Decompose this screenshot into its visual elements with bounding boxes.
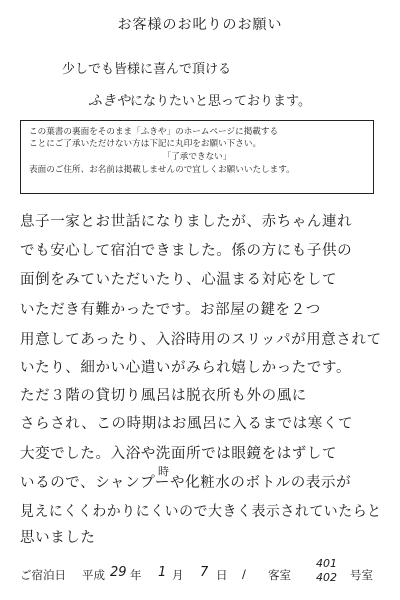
stay-month: 1 xyxy=(158,565,167,580)
month-unit: 月 xyxy=(172,568,184,582)
comment-line: さらされ、この時期はお風呂に入るまでは寒くて xyxy=(20,416,354,432)
comment-line: いたり、細かい心遣いがみられ嬉しかったです。 xyxy=(20,360,352,376)
stay-date-label: ご宿泊日 xyxy=(20,568,66,582)
stay-info-footer xyxy=(20,557,390,587)
comment-line: ただ３階の貸切り風呂は脱衣所も外の風に xyxy=(20,388,307,404)
comment-line: 面倒をみていただいたり、心温まる対応をして xyxy=(20,272,338,288)
comment-line: 見えにくくわかりにくいので大きく表示されていたらと xyxy=(20,504,382,520)
room-unit: 号室 xyxy=(350,568,373,582)
footer-separator: / xyxy=(242,567,246,581)
room-label: 客室 xyxy=(268,568,291,582)
decline-option[interactable]: 「了承できない」 xyxy=(162,152,232,162)
comment-line: 用意してあったり、入浴時用のスリッパが用意されて xyxy=(20,332,382,348)
stay-year: 29 xyxy=(110,565,127,580)
day-unit: 日 xyxy=(216,568,228,582)
consent-notice-box xyxy=(20,120,374,194)
comment-line: いるので、シャンプーや化粧水のボトルの表示が xyxy=(20,475,352,491)
room-number-1: 401 xyxy=(316,557,337,570)
inserted-character: 時 xyxy=(158,465,169,478)
intro-line-2-rest: になりたいと思っております。 xyxy=(130,94,311,109)
comment-line: 大変でした。入浴や洗面所では眼鏡をはずして xyxy=(20,446,338,462)
intro-line-1: 少しでも皆様に喜んで頂ける xyxy=(62,62,232,77)
notice-line-1: この葉書の裏面をそのまま「ふきや」のホームページに掲載する xyxy=(29,127,279,137)
era-label: 平成 xyxy=(82,568,105,582)
comment-line: でも安心して宿泊できました。係の方にも子供の xyxy=(20,243,353,259)
notice-line-3: 表面のご住所、お名前は掲載しませんので宜しくお願いいたします。 xyxy=(29,165,295,175)
room-number-2: 402 xyxy=(316,571,337,584)
comment-line: 息子一家とお世話になりましたが、赤ちゃん連れ xyxy=(20,214,353,230)
card-title: お客様のお叱りのお願い xyxy=(117,17,283,33)
comment-line: いただき有難かったです。お部屋の鍵を２つ xyxy=(20,302,321,318)
brand-name: ふきや xyxy=(88,93,130,109)
stay-day: 7 xyxy=(200,565,209,580)
year-unit: 年 xyxy=(130,568,142,582)
notice-line-2: ことにご了承いただけない方は下記に丸印をお願い下さい。 xyxy=(29,139,262,149)
intro-line-2 xyxy=(88,90,311,110)
comment-line: 思いました xyxy=(20,530,96,546)
